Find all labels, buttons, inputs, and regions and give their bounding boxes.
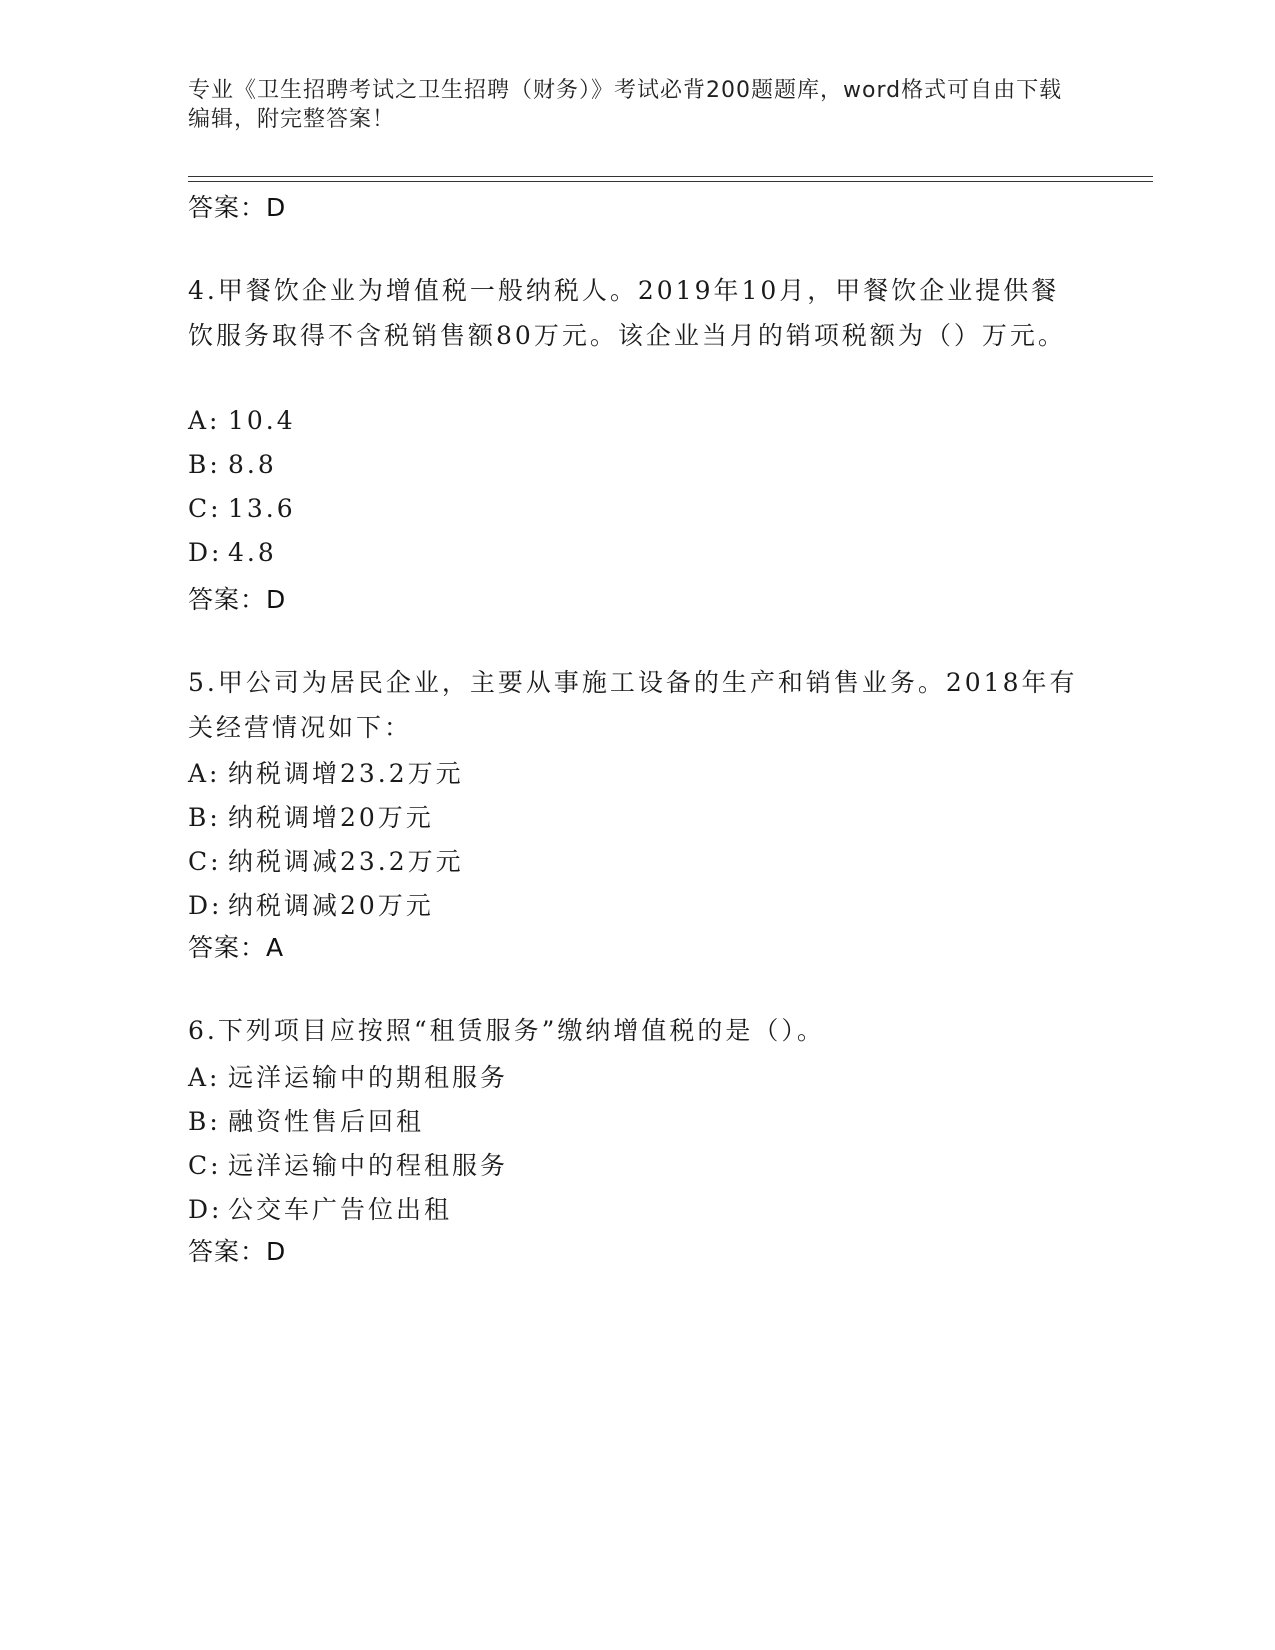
option-label: B: [188,450,221,479]
option-text: 远洋运输中的期租服务 [228,1063,509,1092]
option-text: 4.8 [228,538,277,567]
option-text: 纳税调增20万元 [228,803,434,832]
option-text: 纳税调减23.2万元 [228,847,464,876]
option-text: 远洋运输中的程租服务 [228,1151,509,1180]
option-text: 10.4 [228,406,296,435]
option-item [188,538,277,567]
answer-line: 答案：D [188,193,287,222]
option-label: A: [188,759,221,788]
option-item [188,842,464,878]
option-label: C: [188,847,222,876]
option-item [188,1146,508,1182]
option-label: D: [188,1195,223,1224]
option-item [188,1058,508,1094]
option-label: A: [188,406,221,435]
option-item [188,754,464,790]
option-item [188,406,296,435]
option-item [188,1190,452,1226]
question-text: 5.甲公司为居民企业，主要从事施工设备的生产和销售业务。2018年有关经营情况如下： [188,668,1078,742]
answer-line: 答案：D [188,585,287,614]
option-item [188,1102,424,1138]
option-label: D: [188,891,223,920]
option-item [188,798,434,834]
option-item [188,886,434,922]
option-text: 13.6 [228,494,296,523]
option-text: 纳税调增23.2万元 [228,759,464,788]
option-label: C: [188,494,222,523]
header-divider-bottom [188,181,1153,182]
option-text: 纳税调减20万元 [228,891,434,920]
option-label: C: [188,1151,222,1180]
answer-line: 答案：D [188,1237,287,1266]
option-text: 8.8 [228,450,277,479]
option-text: 融资性售后回租 [228,1107,425,1136]
option-label: D: [188,538,223,567]
option-label: B: [188,1107,221,1136]
option-label: A: [188,1063,221,1092]
answer-line: 答案：A [188,933,285,962]
header-divider-top [188,176,1153,177]
question-text: 6.下列项目应按照“租赁服务”缴纳增值税的是（）。 [188,1016,825,1045]
option-item [188,494,296,523]
option-text: 公交车广告位出租 [228,1195,453,1224]
document-header: 专业《卫生招聘考试之卫生招聘（财务）》考试必背200题题库，word格式可自由下载编辑，附完整答案！ [188,78,1063,132]
question-text: 4.甲餐饮企业为增值税一般纳税人。2019年10月，甲餐饮企业提供餐饮服务取得不含税销售额80万元。该企业当月的销项税额为（）万元。 [188,276,1066,350]
option-label: B: [188,803,221,832]
option-item [188,450,277,479]
